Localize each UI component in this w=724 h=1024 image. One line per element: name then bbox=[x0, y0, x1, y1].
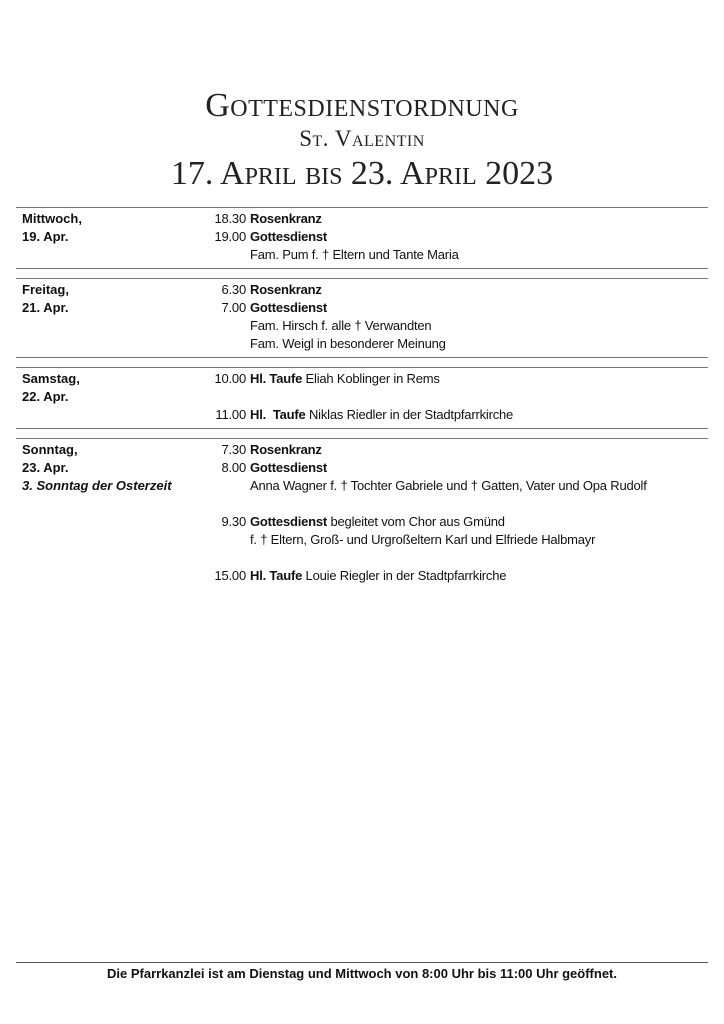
event-row bbox=[188, 459, 708, 477]
event-time: 7.00 bbox=[221, 300, 246, 315]
event-detail: Fam. Pum f. † Eltern und Tante Maria bbox=[250, 247, 459, 262]
day-date: 21. Apr. bbox=[22, 300, 69, 315]
event-row bbox=[188, 513, 708, 531]
event-time: 11.00 bbox=[215, 407, 246, 422]
event-type: Hl. Taufe bbox=[250, 371, 303, 386]
day-block-wednesday bbox=[16, 207, 708, 269]
day-date: 22. Apr. bbox=[22, 389, 69, 404]
schedule bbox=[16, 207, 708, 598]
day-label bbox=[16, 441, 188, 495]
event-detail: Fam. Weigl in besonderer Meinung bbox=[250, 336, 446, 351]
event-type: Gottesdienst bbox=[250, 300, 328, 315]
event-type: Hl. Taufe bbox=[250, 407, 306, 422]
parish-name: St. Valentin bbox=[299, 126, 425, 151]
event-text: begleitet vom Chor aus Gmünd bbox=[327, 514, 505, 529]
event-list bbox=[188, 281, 708, 353]
event-row bbox=[188, 370, 708, 388]
day-label bbox=[16, 370, 188, 406]
event-row bbox=[188, 441, 708, 459]
header bbox=[0, 88, 724, 194]
liturgical-day: 3. Sonntag der Osterzeit bbox=[22, 478, 172, 493]
event-time: 18.30 bbox=[214, 211, 246, 226]
event-row bbox=[188, 228, 708, 246]
event-type: Rosenkranz bbox=[250, 282, 322, 297]
event-time: 8.00 bbox=[221, 460, 246, 475]
day-date: 23. Apr. bbox=[22, 460, 69, 475]
event-text: Louie Riegler in der Stadtpfarrkirche bbox=[302, 568, 507, 583]
day-date: 19. Apr. bbox=[22, 229, 69, 244]
event-list bbox=[188, 370, 708, 424]
event-time: 15.00 bbox=[214, 568, 246, 583]
event-type: Rosenkranz bbox=[250, 442, 322, 457]
event-detail: Fam. Hirsch f. alle † Verwandten bbox=[250, 318, 432, 333]
event-detail: f. † Eltern, Groß- und Urgroßeltern Karl und Elfriede Halbmayr bbox=[250, 532, 596, 547]
event-list bbox=[188, 210, 708, 264]
day-name: Samstag, bbox=[22, 371, 80, 386]
event-time: 10.00 bbox=[214, 371, 246, 386]
page-title: Gottesdienstordnung bbox=[205, 87, 519, 124]
event-text: Eliah Koblinger in Rems bbox=[302, 371, 440, 386]
day-name: Freitag, bbox=[22, 282, 69, 297]
event-type: Gottesdienst bbox=[250, 229, 328, 244]
event-detail: Anna Wagner f. † Tochter Gabriele und † Gatten, Vater und Opa Rudolf bbox=[250, 478, 647, 493]
day-block-saturday bbox=[16, 367, 708, 429]
office-hours-note: Die Pfarrkanzlei ist am Dienstag und Mittwoch von 8:00 Uhr bis 11:00 Uhr geöffnet. bbox=[16, 962, 708, 981]
event-time: 19.00 bbox=[214, 229, 246, 244]
event-row bbox=[188, 299, 708, 317]
day-name: Mittwoch, bbox=[22, 211, 82, 226]
event-row bbox=[188, 406, 708, 424]
event-type: Rosenkranz bbox=[250, 211, 322, 226]
day-label bbox=[16, 281, 188, 317]
event-type: Gottesdienst bbox=[250, 460, 328, 475]
day-label bbox=[16, 210, 188, 246]
event-row bbox=[188, 210, 708, 228]
day-block-friday bbox=[16, 278, 708, 358]
event-list bbox=[188, 441, 708, 585]
event-row bbox=[188, 567, 708, 585]
day-name: Sonntag, bbox=[22, 442, 78, 457]
event-type: Gottesdienst bbox=[250, 514, 328, 529]
event-time: 9.30 bbox=[221, 514, 246, 529]
event-row bbox=[188, 281, 708, 299]
event-type: Hl. Taufe bbox=[250, 568, 303, 583]
event-text: Niklas Riedler in der Stadtpfarrkirche bbox=[305, 407, 514, 422]
event-time: 6.30 bbox=[221, 282, 246, 297]
day-block-sunday bbox=[16, 438, 708, 589]
event-time: 7.30 bbox=[221, 442, 246, 457]
date-range: 17. April bis 23. April 2023 bbox=[170, 155, 554, 192]
